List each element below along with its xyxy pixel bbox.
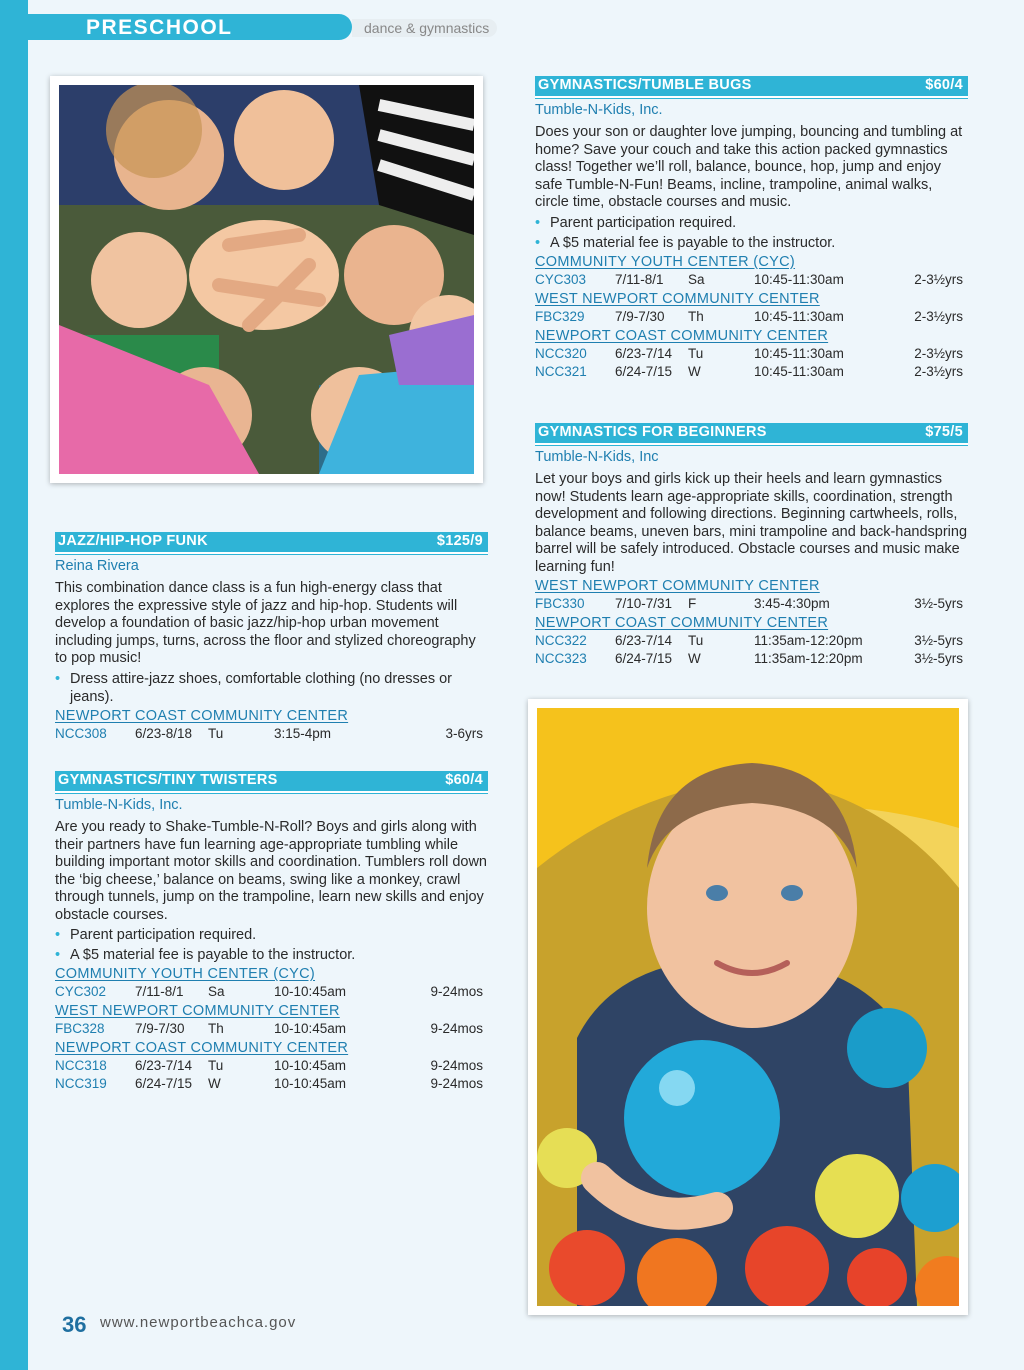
course-age: 2-3½yrs	[914, 308, 963, 324]
course-description: Let your boys and girls kick up their heels and learn gymnastics now! Students learn age-appropriate skills, coordination, strength development and following directions. Beginning cartwheels, rolls, balance beams, uneven bars, mini trampoline and back-handspring barrel will be safely introduced. Obstacle courses and music make learning fun!	[535, 471, 968, 575]
instructor: Tumble-N-Kids, Inc.	[535, 102, 663, 118]
course-dates: 7/11-8/1	[615, 271, 664, 287]
section-tumble-bugs	[535, 76, 968, 381]
course-dates: 7/11-8/1	[135, 984, 184, 999]
course-age: 2-3½yrs	[914, 271, 963, 287]
course-day: W	[208, 1076, 221, 1091]
schedule-row	[535, 650, 968, 668]
course-time: 10:45-11:30am	[754, 271, 844, 287]
course-age: 9-24mos	[430, 1021, 483, 1036]
course-title-bar	[535, 423, 968, 443]
schedule-row	[55, 1057, 488, 1075]
course-dates: 6/23-7/14	[135, 1058, 193, 1073]
course-age: 3½-5yrs	[914, 596, 963, 611]
schedule-row	[535, 595, 968, 613]
course-note: • Parent participation required.	[535, 214, 968, 232]
course-code[interactable]: NCC322	[535, 633, 587, 648]
course-code[interactable]: FBC329	[535, 308, 585, 324]
location-link[interactable]: COMMUNITY YOUTH CENTER (CYC)	[55, 966, 316, 982]
schedule-row	[55, 983, 488, 1001]
instructor: Reina Rivera	[55, 558, 139, 574]
course-day: Tu	[688, 345, 704, 361]
course-age: 9-24mos	[430, 1076, 483, 1091]
course-time: 10:45-11:30am	[754, 308, 844, 324]
boy-ball-photo	[528, 699, 968, 1315]
course-day: Th	[208, 1021, 224, 1036]
kids-circle-image	[59, 85, 474, 474]
course-description: Does your son or daughter love jumping, bouncing and tumbling at home? Save your couch and take this action packed gymnastics class! Together we’ll roll, balance, bounce, hop, jump and enjoy safe Tumble-N-Fun! Beams, incline, trampoline, animal walks, circle time, obstacle courses and music.	[535, 124, 963, 210]
course-price: $60/4	[925, 77, 963, 93]
course-day: W	[688, 651, 701, 666]
course-time: 10-10:45am	[274, 1021, 347, 1036]
location-link[interactable]: NEWPORT COAST COMMUNITY CENTER	[535, 327, 829, 344]
location-link[interactable]: WEST NEWPORT COMMUNITY CENTER	[55, 1003, 340, 1019]
course-code[interactable]: NCC320	[535, 345, 587, 361]
course-age: 3½-5yrs	[914, 651, 963, 666]
course-day: Sa	[688, 271, 705, 287]
course-title-bar	[55, 771, 488, 791]
instructor: Tumble-N-Kids, Inc.	[55, 797, 183, 813]
schedule-row	[535, 632, 968, 650]
course-description: This combination dance class is a fun high-energy class that explores the expressive style of jazz and hip-hop. Students will develop a foundation of basic jazz/hip-hop urban movement including jumps, turns, across the floor and stylized choreography to pop music!	[55, 580, 476, 666]
location-link[interactable]: NEWPORT COAST COMMUNITY CENTER	[55, 707, 349, 724]
schedule-row	[55, 725, 488, 743]
course-title: GYMNASTICS FOR BEGINNERS	[538, 424, 767, 440]
footer-url[interactable]: www.newportbeachca.gov	[100, 1314, 297, 1331]
course-dates: 6/23-8/18	[135, 725, 193, 741]
course-note: • A $5 material fee is payable to the instructor.	[535, 234, 968, 252]
course-price: $75/5	[925, 424, 963, 440]
course-title: JAZZ/HIP-HOP FUNK	[58, 533, 208, 549]
course-price: $60/4	[445, 772, 483, 788]
location-link[interactable]: NEWPORT COAST COMMUNITY CENTER	[55, 1040, 349, 1056]
page-subtitle: dance & gymnastics	[352, 19, 497, 37]
course-code[interactable]: NCC318	[55, 1058, 107, 1073]
location-link[interactable]: WEST NEWPORT COMMUNITY CENTER	[535, 578, 820, 594]
section-jazz-hiphop	[55, 532, 488, 743]
course-dates: 6/24-7/15	[615, 651, 673, 666]
course-time: 10:45-11:30am	[754, 363, 844, 379]
course-note: • Parent participation required.	[55, 926, 488, 944]
course-time: 11:35am-12:20pm	[754, 633, 863, 648]
course-age: 9-24mos	[430, 984, 483, 999]
course-note: • Dress attire-jazz shoes, comfortable clothing (no dresses or jeans).	[55, 670, 488, 706]
course-age: 2-3½yrs	[914, 363, 963, 379]
course-time: 10:45-11:30am	[754, 345, 844, 361]
section-beginners	[535, 423, 968, 668]
left-accent-strip	[0, 0, 28, 1370]
kids-circle-photo	[50, 76, 483, 483]
course-price: $125/9	[436, 533, 483, 549]
course-code[interactable]: NCC323	[535, 651, 587, 666]
course-time: 11:35am-12:20pm	[754, 651, 863, 666]
course-code[interactable]: NCC308	[55, 725, 107, 741]
course-time: 3:15-4pm	[274, 725, 332, 741]
course-dates: 7/9-7/30	[615, 308, 665, 324]
course-dates: 6/24-7/15	[615, 363, 673, 379]
course-code[interactable]: NCC319	[55, 1076, 107, 1091]
boy-ball-image	[537, 708, 959, 1306]
schedule-row	[535, 271, 968, 289]
course-code[interactable]: FBC328	[55, 1021, 105, 1036]
course-time: 10-10:45am	[274, 1076, 347, 1091]
schedule-row	[535, 308, 968, 326]
course-title-bar	[55, 532, 488, 552]
course-dates: 6/24-7/15	[135, 1076, 193, 1091]
schedule-row	[535, 345, 968, 363]
course-dates: 7/9-7/30	[135, 1021, 185, 1036]
course-day: Sa	[208, 984, 225, 999]
course-time: 3:45-4:30pm	[754, 596, 830, 611]
course-title-bar	[535, 76, 968, 96]
course-title: GYMNASTICS/TUMBLE BUGS	[538, 77, 752, 93]
course-day: W	[688, 363, 701, 379]
course-description: Are you ready to Shake-Tumble-N-Roll? Boys and girls along with their partners have fun learning age-appropriate tumbling while building important motor skills and coordination. Tumblers roll down the ‘big cheese,’ balance on beams, swing like a monkey, crawl through tunnels, jump on the trampoline, learn new skills and enjoy obstacle courses.	[55, 819, 487, 923]
course-code[interactable]: FBC330	[535, 596, 585, 611]
course-time: 10-10:45am	[274, 1058, 347, 1073]
course-time: 10-10:45am	[274, 984, 347, 999]
location-link[interactable]: COMMUNITY YOUTH CENTER (CYC)	[535, 253, 796, 270]
course-code[interactable]: CYC303	[535, 271, 587, 287]
course-day: F	[688, 596, 697, 611]
course-day: Tu	[208, 725, 224, 741]
course-day: Th	[688, 308, 704, 324]
course-age: 3-6yrs	[445, 725, 483, 741]
course-dates: 6/23-7/14	[615, 633, 673, 648]
course-dates: 7/10-7/31	[615, 596, 673, 611]
instructor: Tumble-N-Kids, Inc	[535, 449, 659, 465]
schedule-row	[55, 1020, 488, 1038]
course-dates: 6/23-7/14	[615, 345, 673, 361]
course-age: 9-24mos	[430, 1058, 483, 1073]
page-number: 36	[62, 1312, 87, 1337]
course-age: 2-3½yrs	[914, 345, 963, 361]
course-age: 3½-5yrs	[914, 633, 963, 648]
schedule-row	[535, 363, 968, 381]
course-day: Tu	[208, 1058, 224, 1073]
course-code[interactable]: NCC321	[535, 363, 587, 379]
course-day: Tu	[688, 633, 704, 648]
schedule-row	[55, 1075, 488, 1093]
course-title: GYMNASTICS/TINY TWISTERS	[58, 772, 278, 788]
page-title: PRESCHOOL	[86, 16, 233, 39]
course-code[interactable]: CYC302	[55, 984, 107, 999]
location-link[interactable]: WEST NEWPORT COMMUNITY CENTER	[535, 290, 820, 307]
location-link[interactable]: NEWPORT COAST COMMUNITY CENTER	[535, 615, 829, 631]
course-note: • A $5 material fee is payable to the instructor.	[55, 946, 488, 964]
section-tiny-twisters	[55, 771, 488, 1093]
